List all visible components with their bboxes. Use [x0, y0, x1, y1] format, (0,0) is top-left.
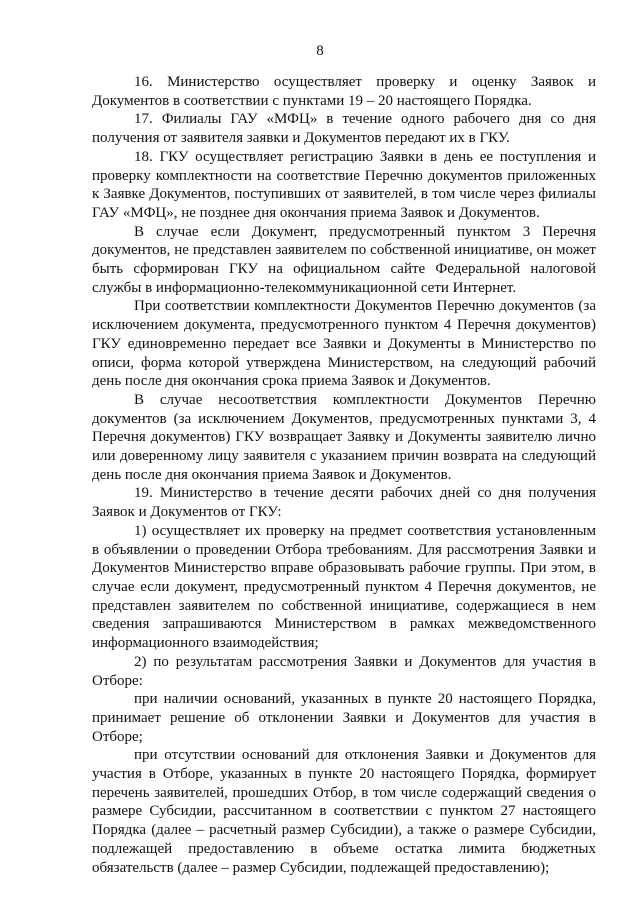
paragraph-16: 16. Министерство осуществляет проверку и оценку Заявок и Документов в соответствии с пунктами 19 – 20 настоящего Порядка.	[92, 74, 596, 109]
paragraph-18-document-missing: В случае если Документ, предусмотренный пунктом 3 Перечня документов, не представлен заявителем по собственной инициативе, он может быть сформирован ГКУ на официальном сайте Федеральной налоговой службы в информационно-телекоммуникационной сети Интернет.	[92, 223, 596, 296]
paragraph-18-completeness-mismatch: В случае несоответствия комплектности Документов Перечню документов (за исключением Документов, предусмотренных пунктами 3, 4 Перечня документов) ГКУ возвращает Заявку и Документы заявителю лично или доверенному лицу заявителя с указанием причин возврата на следующий день после дня окончания приема Заявок и Документов.	[92, 391, 596, 483]
paragraph-18: 18. ГКУ осуществляет регистрацию Заявки в день ее поступления и проверку комплектности на соответствие Перечню документов приложенных к Заявке Документов, поступивших от заявителей, в том числе через филиалы ГАУ «МФЦ», не позднее дня окончания приема Заявок и Документов.	[92, 148, 596, 221]
paragraph-18-completeness-ok: При соответствии комплектности Документов Перечню документов (за исключением документа, предусмотренного пунктом 4 Перечня документов) ГКУ единовременно передает все Заявки и Документы в Министерство по описи, форма которой утверждена Министерством, на следующий рабочий день после дня окончания срока приема Заявок и Документов.	[92, 298, 596, 390]
paragraph-19-item-1: 1) осуществляет их проверку на предмет соответствия установленным в объявлении о проведении Отбора требованиям. Для рассмотрения Заявки и Документов Министерство вправе образовывать рабочие группы. При этом, в случае если документ, предусмотренный пунктом 4 Перечня документов, не представлен заявителем по собственной инициативе, содержащиеся в нем сведения запрашиваются Министерством в рамках межведомственного информационного взаимодействия;	[92, 522, 596, 652]
paragraph-19-item-2: 2) по результатам рассмотрения Заявки и Документов для участия в Отборе:	[92, 653, 596, 689]
page-number: 8	[316, 43, 324, 59]
document-body	[92, 73, 596, 877]
paragraph-19-item-2-rejection: при наличии оснований, указанных в пункте 20 настоящего Порядка, принимает решение об отклонении Заявки и Документов для участия в Отборе;	[92, 691, 596, 745]
paragraph-19-item-2-approval: при отсутствии оснований для отклонения Заявки и Документов для участия в Отборе, указанных в пункте 20 настоящего Порядка, формирует перечень заявителей, прошедших Отбор, в том числе содержащий сведения о размере Субсидии, рассчитанном в соответствии с пунктом 27 настоящего Порядка (далее – расчетный размер Субсидии), а также о размере Субсидии, подлежащей предоставлению в объеме остатка лимита бюджетных обязательств (далее – размер Субсидии, подлежащей предоставлению);	[92, 747, 596, 876]
paragraph-17: 17. Филиалы ГАУ «МФЦ» в течение одного рабочего дня со дня получения от заявителя заявки и Документов передают их в ГКУ.	[92, 111, 596, 147]
paragraph-19: 19. Министерство в течение десяти рабочих дней со дня получения Заявок и Документов от ГКУ:	[92, 485, 596, 521]
